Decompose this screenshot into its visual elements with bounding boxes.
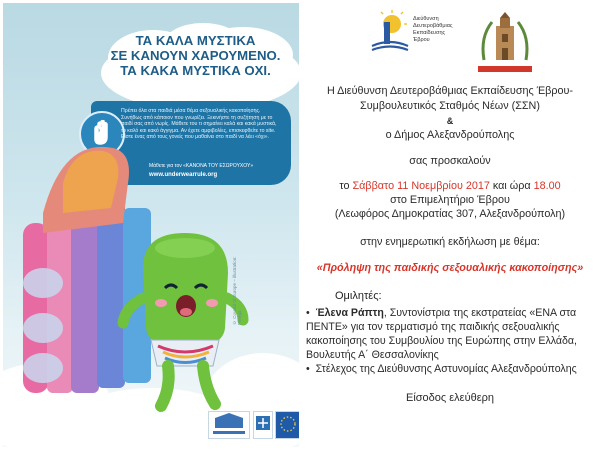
speaker-description: Στέλεχος της Διεύθυνσης Αστυνομίας Αλεξανδρούπολης xyxy=(315,363,577,375)
poster-info-url-label: Μάθετε για τον «ΚΑΝΟΝΑ ΤΟΥ ΕΣΩΡΟΥΧΟΥ» xyxy=(149,163,254,169)
education-directorate-logo-text xyxy=(413,16,453,44)
bullet-dot: • xyxy=(306,363,316,375)
date-prefix: το xyxy=(339,180,350,192)
council-of-europe-logo xyxy=(275,411,299,439)
logo-text-line: Διεύθυνση xyxy=(413,16,439,22)
event-date: Σάββατο 11 Νοεμβρίου 2017 xyxy=(352,180,490,192)
speakers-title: Ομιλητές: xyxy=(335,290,382,302)
ampersand: & xyxy=(446,116,454,126)
invitation-letter xyxy=(300,0,600,450)
education-directorate-logo xyxy=(370,8,410,54)
sender-line-1: Η Διεύθυνση Δευτεροβάθμιας Εκπαίδευσης Έβρου- xyxy=(326,85,574,97)
emblem-logo xyxy=(253,411,273,439)
poster-credit: © Council of Europe – illustration: Perega xyxy=(232,256,242,325)
event-time: 18.00 xyxy=(533,180,561,192)
event-topic: «Πρόληψη της παιδικής σεξουαλικής κακοποίησης» xyxy=(316,262,584,274)
speaker-description: , Συντονίστρια της εκστρατείας «ΕΝΑ στα ΠΕΝΤΕ» για τον τερματισμό της παιδικής σεξουαλικής κακοποίησης του Συμβουλίου της Ευρώπης στην Ελλάδα, Βουλευτής Α΄ Θεσσαλονίκης xyxy=(306,307,577,361)
address-line: (Λεωφόρος Δημοκρατίας 307, Αλεξανδρούπολη) xyxy=(334,208,566,220)
bullet-dot: • xyxy=(306,307,316,319)
date-line xyxy=(300,180,600,192)
logo-text-line: Εκπαίδευσης xyxy=(413,30,446,36)
slogan-line: ΤΑ ΚΑΛΑ ΜΥΣΤΙΚΑ xyxy=(135,33,256,48)
parliament-logo xyxy=(208,411,250,439)
venue-line: στο Επιμελητήριο Έβρου xyxy=(390,194,510,206)
crest-ribbon xyxy=(478,66,532,72)
logo-text-line: Δευτεροβάθμιας xyxy=(413,23,453,29)
invite-line: σας προσκαλούν xyxy=(409,155,491,167)
logo-text-line: Έβρου xyxy=(413,37,430,43)
slogan-line: ΤΑ ΚΑΚΑ ΜΥΣΤΙΚΑ ΟΧΙ. xyxy=(120,63,271,78)
speaker-item xyxy=(306,362,596,376)
slogan-line: ΣΕ ΚΑΝΟΥΝ ΧΑΡΟΥΜΕΝΟ. xyxy=(110,48,281,63)
sender-line-3: ο Δήμος Αλεξανδρούπολης xyxy=(385,129,515,141)
event-intro: στην ενημερωτική εκδήλωση με θέμα: xyxy=(360,236,540,248)
municipality-crest xyxy=(478,12,532,64)
poster-slogan xyxy=(103,33,288,78)
poster-info-url: www.underwearrule.org xyxy=(149,172,218,178)
speaker-name: Έλενα Ράπτη xyxy=(315,307,384,319)
sender-line-2: Συμβουλευτικός Σταθμός Νέων (ΣΣΝ) xyxy=(360,100,540,112)
poster-info-text: Πρέπει όλα στα παιδιά μέσα θέμα σεξουαλικής κακοποίησης. Συνήθως από κάποιον που γνωρίζει. Ξεκινήστε τη συζήτηση με το παιδί σας από νωρίς. Μάθετε του τι σημαίνει καλά και κακά μυστικά, το καλό και κακό άγγιγμα. Αν έχετε αμφιβολίες, επισκεφθείτε το site. Είστε ένας από τους γονείς που μαθαίνει στο παιδί να λέει «όχι». xyxy=(121,108,277,141)
time-prefix: και ώρα xyxy=(492,180,531,192)
free-entry: Είσοδος ελεύθερη xyxy=(405,392,494,404)
campaign-poster xyxy=(3,3,299,447)
speaker-item xyxy=(306,306,596,362)
